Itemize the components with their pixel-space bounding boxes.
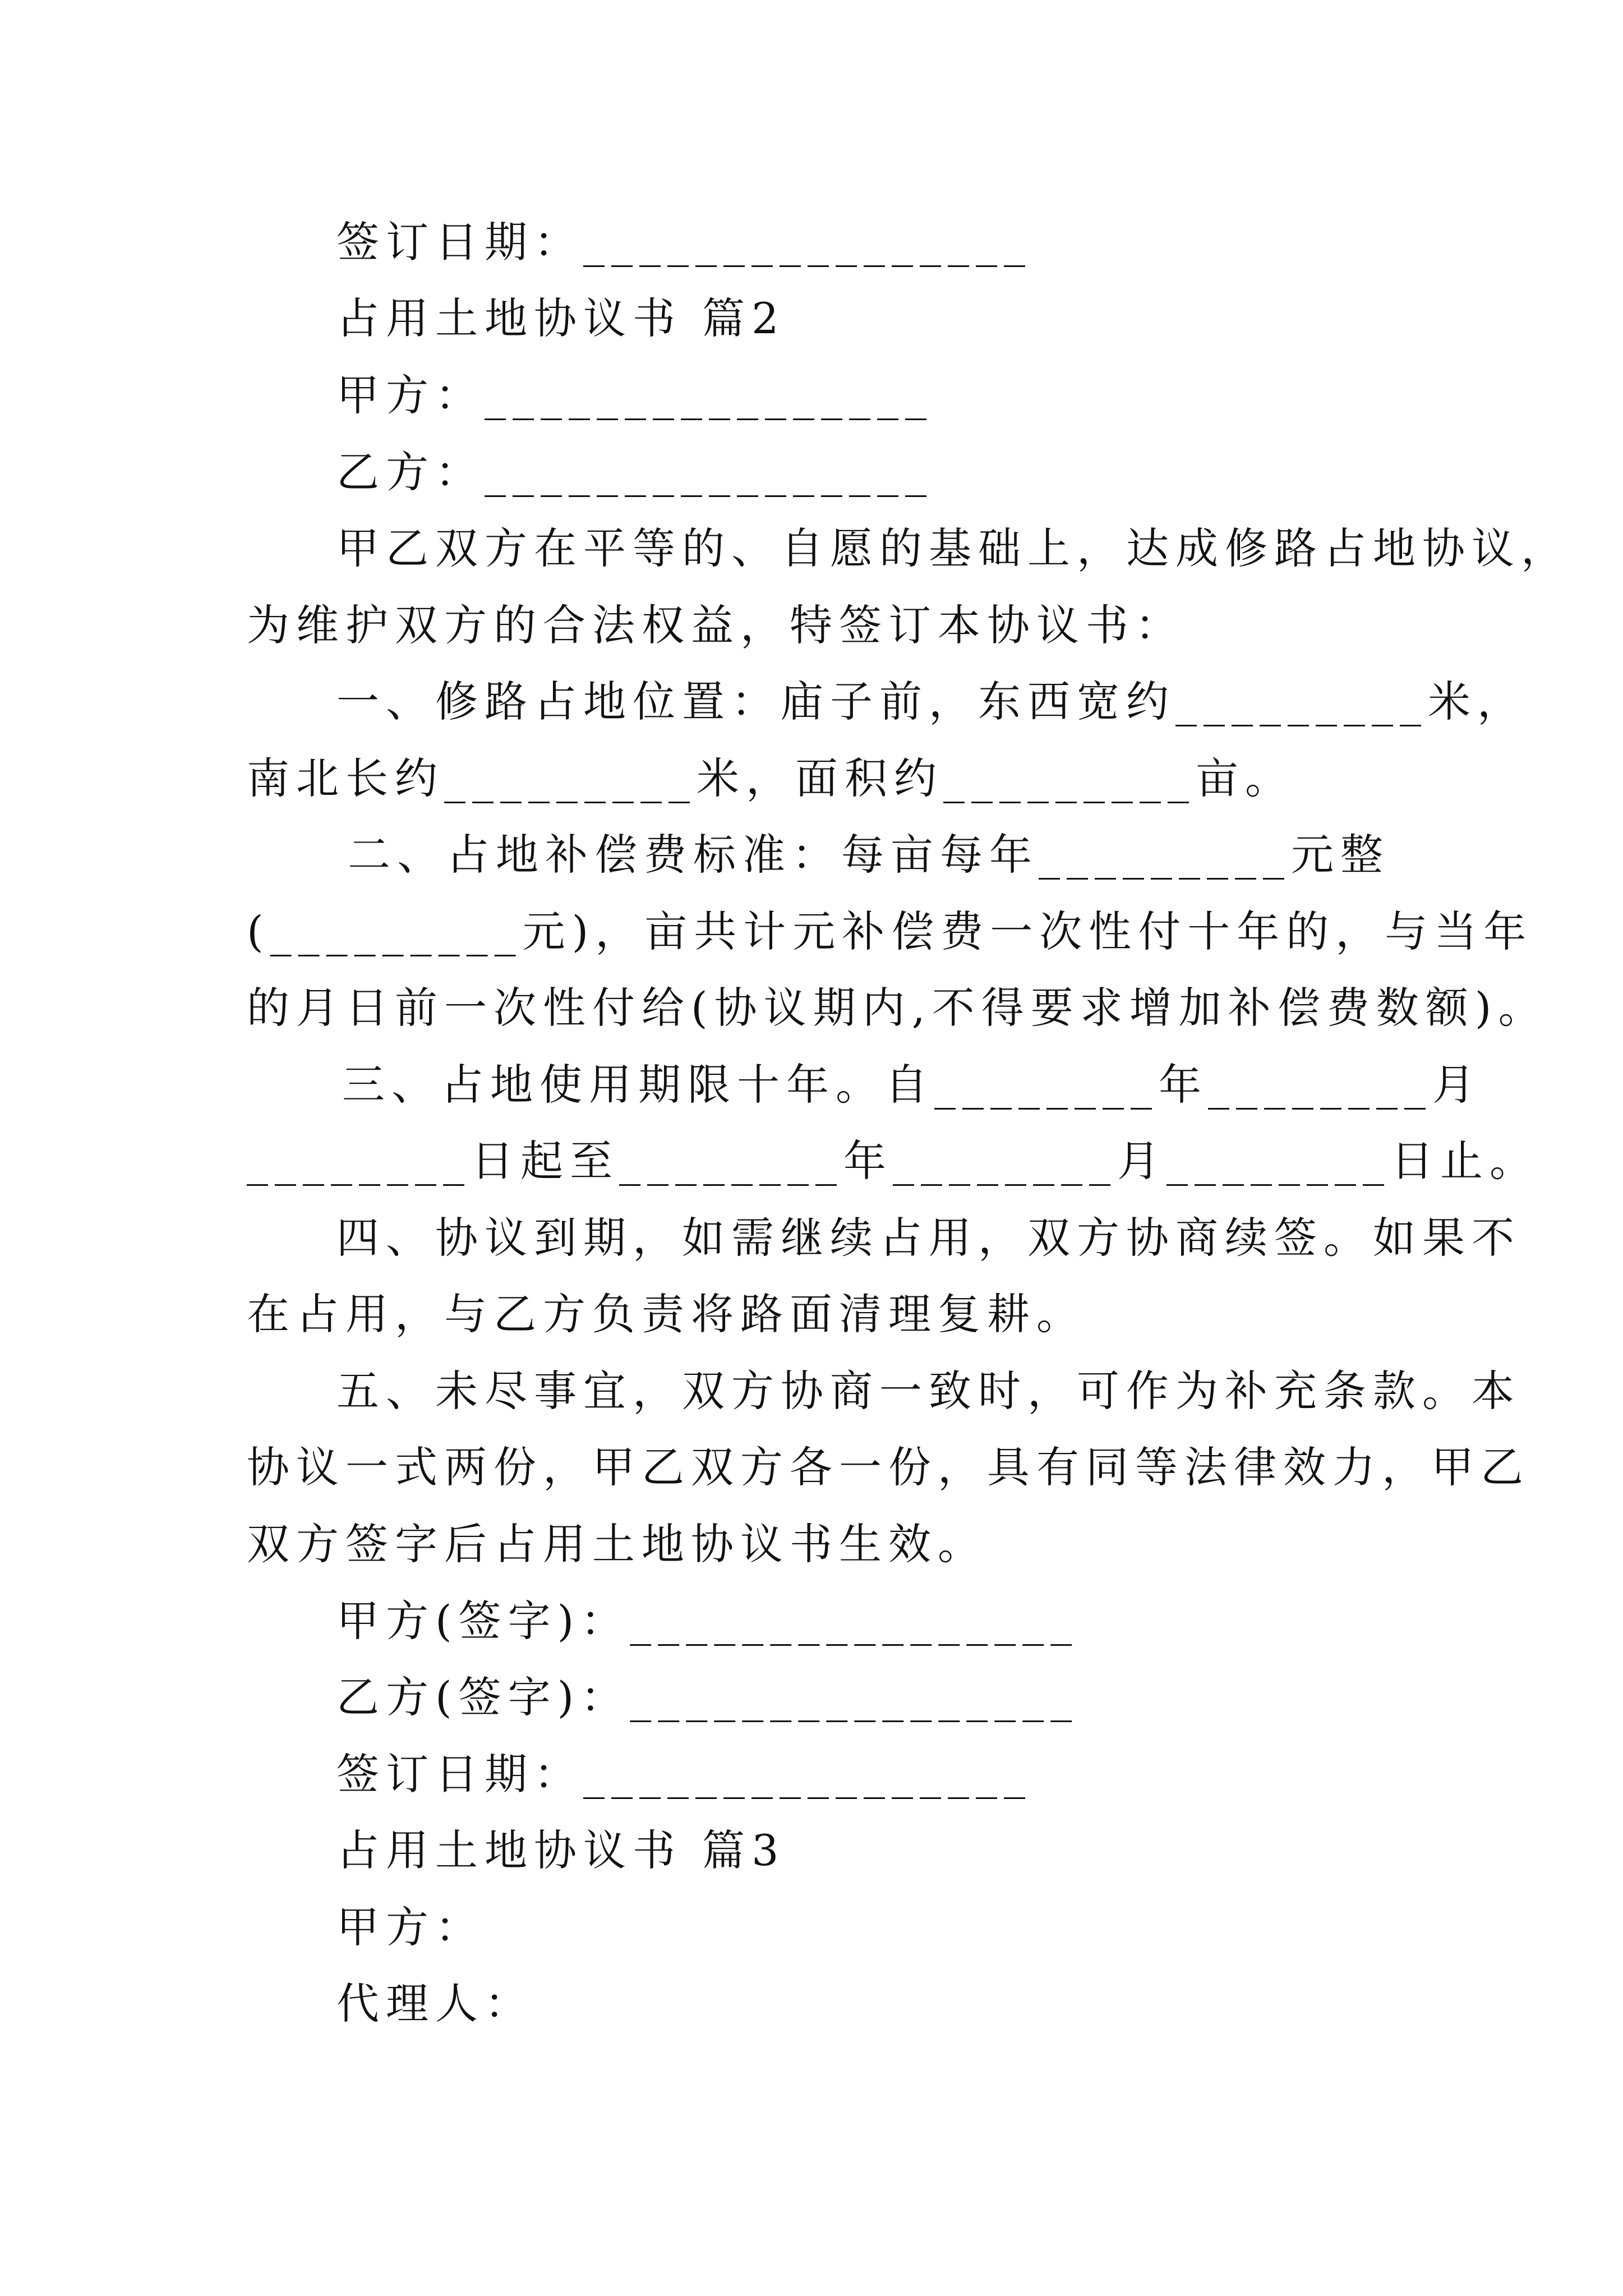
section-title-3: 占用土地协议书 篇3	[336, 1825, 786, 1875]
signing-date-line: 签订日期：________________	[336, 217, 1032, 267]
paragraph-intro-line-2: 为维护双方的合法权益，特签订本协议书：	[247, 600, 1184, 650]
party-b-signature-line: 乙方(签字)：________________	[336, 1672, 1079, 1722]
party-a-signature-line: 甲方(签字)：________________	[336, 1596, 1079, 1646]
clause-1-line-2: 南北长约_________米，面积约_________亩。	[247, 753, 1294, 803]
party-a-line-3: 甲方：	[336, 1902, 485, 1952]
clause-2-line-1: 二、占地补偿费标准：每亩每年_________元整	[348, 830, 1390, 880]
signing-date-line-2: 签订日期：________________	[336, 1749, 1032, 1799]
clause-4-line-2: 在占用，与乙方负责将路面清理复耕。	[247, 1289, 1086, 1339]
clause-5-line-2: 协议一式两份，甲乙双方各一份，具有同等法律效力，甲乙	[247, 1442, 1530, 1492]
section-title-2: 占用土地协议书 篇2	[336, 293, 786, 343]
clause-3-line-2: ________日起至________年________月________日止。	[247, 1136, 1539, 1186]
clause-2-line-3: 的月日前一次性付给(协议期内,不得要求增加补偿费数额)。	[247, 983, 1548, 1033]
clause-2-line-2: (_________元)，亩共计元补偿费一次性付十年的，与当年	[247, 907, 1533, 956]
clause-5-line-3: 双方签字后占用土地协议书生效。	[247, 1519, 987, 1569]
paragraph-intro-line-1: 甲乙双方在平等的、自愿的基础上，达成修路占地协议，	[336, 523, 1570, 573]
agent-line: 代理人：	[336, 1978, 534, 2028]
clause-3-line-1: 三、占地使用期限十年。自________年________月	[342, 1060, 1482, 1110]
party-a-line: 甲方：________________	[336, 370, 933, 420]
clause-1-line-1: 一、修路占地位置：庙子前，东西宽约_________米，	[336, 677, 1527, 726]
clause-5-line-1: 五、未尽事宜，双方协商一致时，可作为补充条款。本	[336, 1366, 1521, 1416]
clause-4-line-1: 四、协议到期，如需继续占用，双方协商续签。如果不	[336, 1213, 1521, 1263]
party-b-line: 乙方：________________	[336, 447, 933, 497]
